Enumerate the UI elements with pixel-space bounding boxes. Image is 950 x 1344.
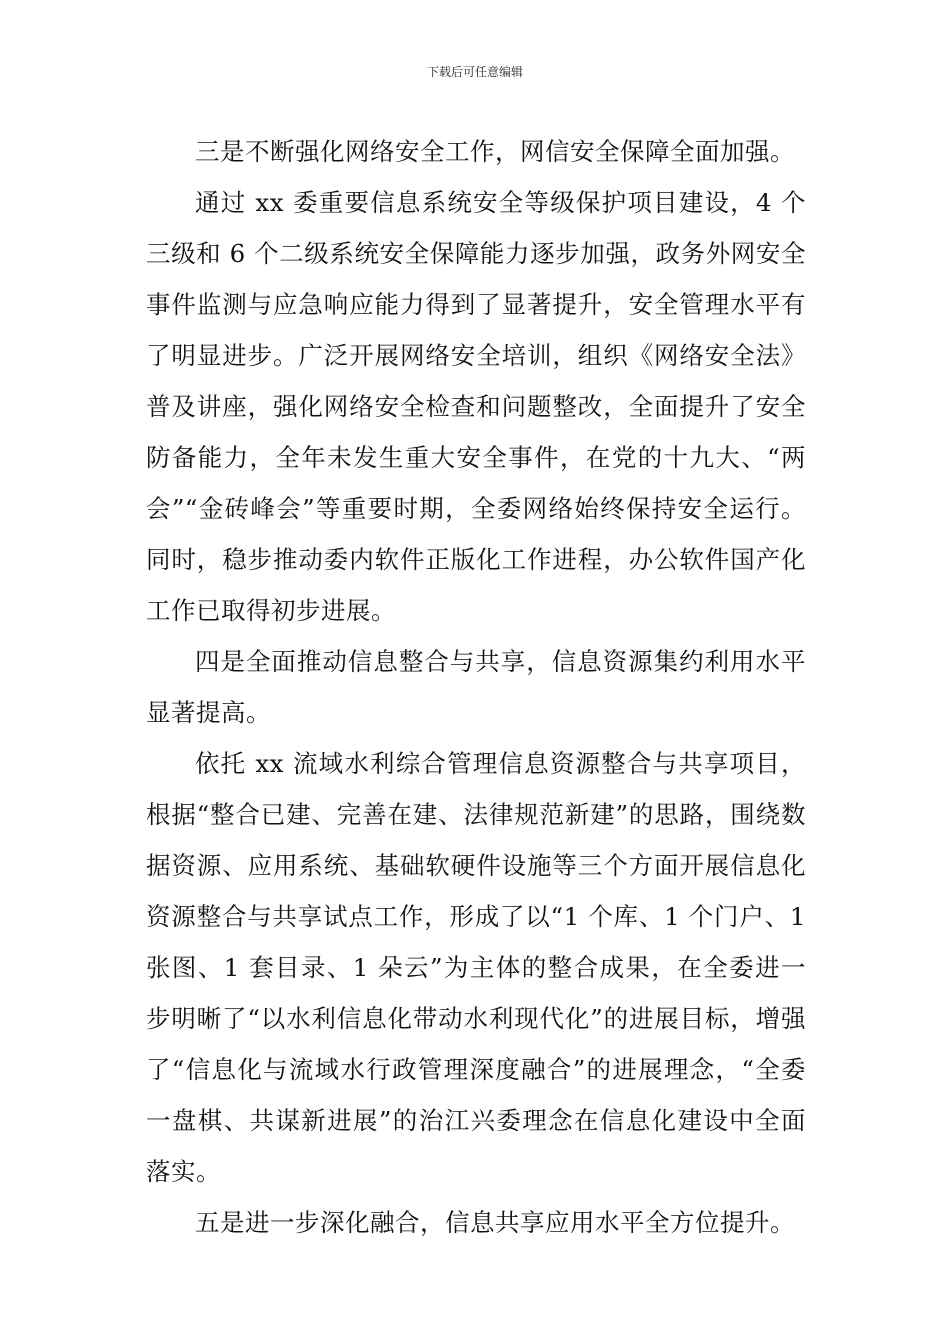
paragraph-body: 通过 xx 委重要信息系统安全等级保护项目建设，4 个三级和 6 个二级系统安全保障能力逐步加强，政务外网安全事件监测与应急响应能力得到了显著提升，安全管理水平有了明显进步。广泛开展网络安全培训，组织《网络安全法》普及讲座，强化网络安全检查和问题整改，全面提升了安全防备能力，全年未发生重大安全事件，在党的十九大、“两会”“金砖峰会”等重要时期，全委网络始终保持安全运行。同时，稳步推动委内软件正版化工作进程，办公软件国产化工作已取得初步进展。 (146, 188, 806, 625)
document-body (146, 126, 806, 1248)
paragraph-heading-4: 四是全面推动信息整合与共享，信息资源集约利用水平显著提高。 (146, 647, 806, 727)
paragraph-heading-5: 五是进一步深化融合，信息共享应用水平全方位提升。 (195, 1208, 795, 1237)
paragraph-body: 依托 xx 流域水利综合管理信息资源整合与共享项目，根据“整合已建、完善在建、法律规范新建”的思路，围绕数据资源、应用系统、基础软硬件设施等三个方面开展信息化资源整合与共享试点工作，形成了以“1 个库、1 个门户、1 张图、1 套目录、1 朵云”为主体的整合成果，在全委进一步明晰了“以水利信息化带动水利现代化”的进展目标，增强了“信息化与流域水行政管理深度融合”的进展理念，“全委一盘棋、共谋新进展”的治江兴委理念在信息化建设中全面落实。 (146, 749, 806, 1186)
header-note: 下载后可任意编辑 (426, 65, 523, 79)
paragraph-heading-3: 三是不断强化网络安全工作，网信安全保障全面加强。 (195, 137, 795, 166)
